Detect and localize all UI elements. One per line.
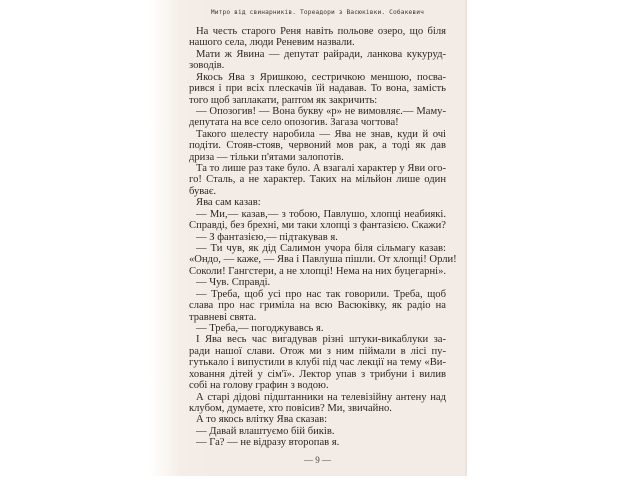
text-line: собі на голову графин з водою. bbox=[189, 380, 329, 392]
page-number: — 9 — bbox=[304, 455, 331, 465]
text-line: Соколи! Гангстери, а не хлопці! Нема на них буцегарні». bbox=[189, 265, 447, 277]
body-text bbox=[189, 26, 457, 449]
page-edge bbox=[465, 0, 467, 476]
text-line: — Ти чув, як дід Салимон учора біля сільмагу казав: bbox=[196, 243, 446, 255]
text-line: — Давай влаштуємо бій биків. bbox=[196, 425, 335, 437]
text-line: — Чув. Справді. bbox=[196, 277, 271, 289]
running-head: Митро від свинарників. Тореадори з Васюківки. Собакевич bbox=[210, 9, 425, 16]
text-line: — Га? — не відразу второпав я. bbox=[196, 437, 340, 449]
text-line: Якось Ява з Яришкою, сестричкою меншою, посва- bbox=[196, 71, 446, 83]
text-line: На честь старого Реня навіть польове озеро, що біля bbox=[196, 26, 446, 37]
text-line: буває. bbox=[189, 185, 217, 197]
text-line: Мати ж Явина — депутат райради, ланкова кукуруд- bbox=[196, 48, 446, 60]
text-line: ради нашої слави. Отож ми з ним піймали в лісі пу- bbox=[189, 345, 446, 357]
text-line: А то якось влітку Ява сказав: bbox=[196, 414, 328, 426]
text-line: того щоб заплакати, раптом як закричить: bbox=[189, 94, 378, 106]
text-line: Ява сам казав: bbox=[196, 197, 261, 209]
text-line: ховання дітей у сім'ї». Лектор упав з трибуни і вилив bbox=[189, 368, 446, 380]
text-line: «Ондо, — каже, — Ява і Павлуша пішли. От хлопці! Орли! bbox=[189, 254, 457, 266]
text-line: — Ми,— казав,— з тобою, Павлушо, хлопці неабиякі. bbox=[196, 208, 446, 220]
text-line: Справді, без брехні, ми таки хлопці з фантазією. Скажи? bbox=[189, 220, 446, 232]
text-line: І Ява весь час вигадував різні штуки-викаблуки за- bbox=[196, 334, 446, 346]
text-line: Такого шелесту наробила — Ява не знав, куди й очі bbox=[196, 128, 446, 140]
text-line: гутькало і випустили в клубі під час лекції на тему «Ви- bbox=[189, 357, 446, 369]
text-line: нашого села, люди Реневим назвали. bbox=[189, 37, 355, 49]
text-line: дриза — тільки п'ятами залопотів. bbox=[189, 151, 344, 163]
text-line: травневі свята. bbox=[189, 311, 257, 323]
text-line: А старі дідові підштанники на телевізійну антену над bbox=[196, 391, 446, 403]
text-line: го! Сталь, а не характер. Таких на мільйон лише один bbox=[189, 174, 446, 186]
text-line: подіти. Стояв-стояв, червоний мов рак, а тоді як дав bbox=[189, 140, 446, 152]
text-line: — З фантазією,— підтакував я. bbox=[196, 231, 338, 243]
text-line: слава про нас гриміла на всю Васюківку, як радіо на bbox=[189, 300, 446, 312]
text-line: Та то лише раз таке було. А взагалі характер у Яви ого- bbox=[196, 163, 446, 175]
text-line: клубом, думаете, хто повісив? Ми, звичайно. bbox=[189, 402, 392, 414]
text-line: депутата на все село опозогив. Загаза чогтова! bbox=[189, 117, 399, 129]
text-line: рився і при всіх плескачів їй надавав. То вона, замість bbox=[189, 83, 446, 95]
text-line: — Треба, щоб усі про нас так говорили. Треба, щоб bbox=[196, 288, 446, 300]
text-line: зоводів. bbox=[189, 60, 225, 72]
text-line: — Опозогив! — Вона букву «р» не вимовляє.— Маму- bbox=[196, 105, 446, 117]
text-line: — Треба,— погоджувавсь я. bbox=[196, 322, 324, 334]
